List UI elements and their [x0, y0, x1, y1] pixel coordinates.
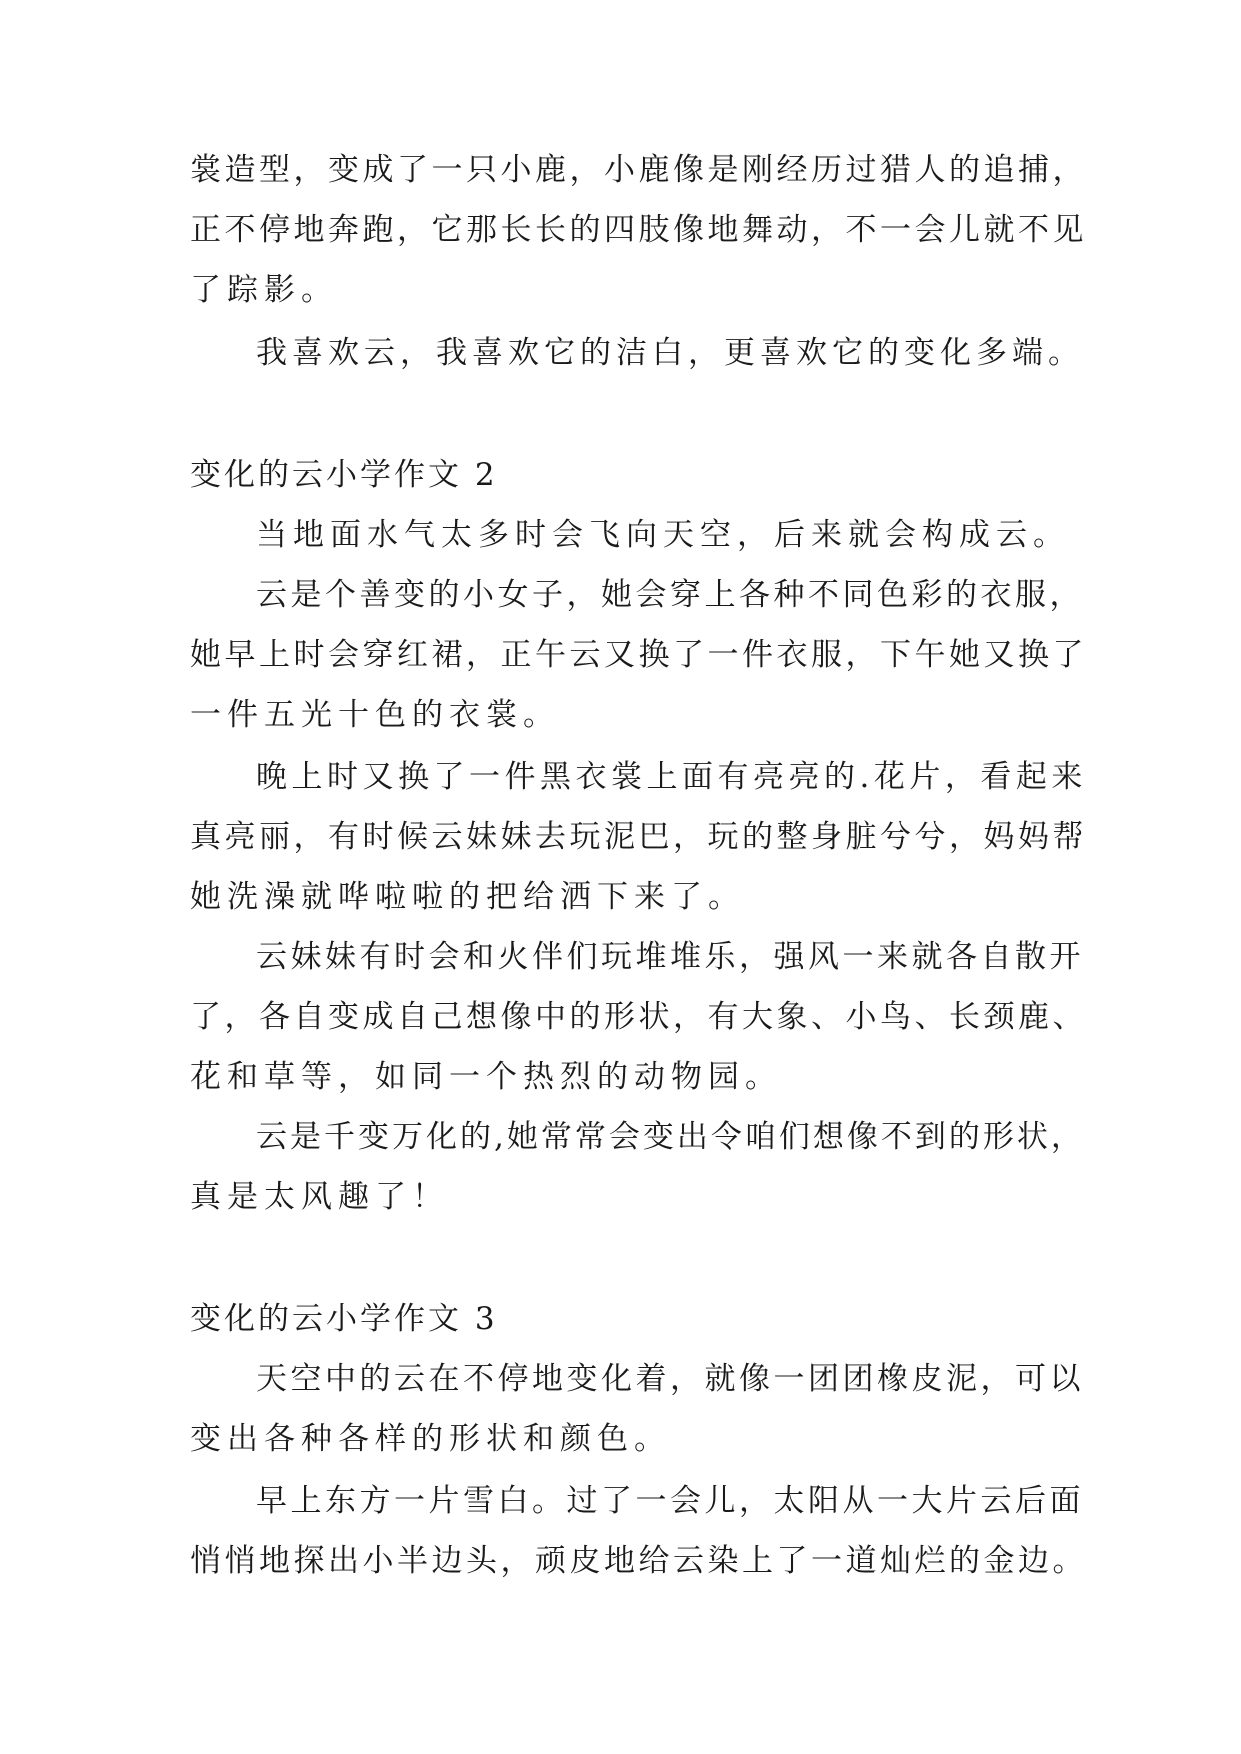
paragraph-line: 悄悄地探出小半边头，顽皮地给云染上了一道灿烂的金边。 — [190, 1543, 1087, 1579]
paragraph-line: 她洗澡就哗啦啦的把给洒下来了。 — [190, 879, 745, 915]
paragraph-line: 裳造型，变成了一只小鹿，小鹿像是刚经历过猎人的追捕， — [190, 152, 1087, 188]
paragraph-line: 她早上时会穿红裙，正午云又换了一件衣服，下午她又换了 — [190, 637, 1087, 673]
paragraph-line: 云妹妹有时会和火伴们玩堆堆乐，强风一来就各自散开 — [256, 939, 1084, 975]
paragraph-line: 云是个善变的小女子，她会穿上各种不同色彩的衣服， — [256, 577, 1084, 613]
paragraph-line: 天空中的云在不停地变化着，就像一团团橡皮泥，可以 — [256, 1361, 1084, 1397]
paragraph-line: 了，各自变成自己想像中的形状，有大象、小鸟、长颈鹿、 — [190, 999, 1087, 1035]
paragraph-line: 早上东方一片雪白。过了一会儿，太阳从一大片云后面 — [256, 1483, 1084, 1519]
paragraph-line: 花和草等，如同一个热烈的动物园。 — [190, 1059, 782, 1095]
paragraph-line: 一件五光十色的衣裳。 — [190, 697, 560, 733]
paragraph-line: 云是千变万化的,她常常会变出令咱们想像不到的形状， — [256, 1119, 1085, 1155]
paragraph-line: 变出各种各样的形状和颜色。 — [190, 1421, 671, 1457]
paragraph-line: 了踪影。 — [190, 272, 338, 308]
essay-title: 变化的云小学作文 3 — [190, 1301, 498, 1337]
paragraph-line: 正不停地奔跑，它那长长的四肢像地舞动，不一会儿就不见 — [190, 212, 1087, 248]
paragraph-line: 真亮丽，有时候云妹妹去玩泥巴，玩的整身脏兮兮，妈妈帮 — [190, 819, 1087, 855]
essay-title: 变化的云小学作文 2 — [190, 457, 498, 493]
paragraph-line: 真是太风趣了！ — [190, 1179, 449, 1215]
paragraph-line: 当地面水气太多时会飞向天空，后来就会构成云。 — [256, 517, 1070, 553]
paragraph-line: 晚上时又换了一件黑衣裳上面有亮亮的.花片，看起来 — [256, 759, 1087, 795]
paragraph-line: 我喜欢云，我喜欢它的洁白，更喜欢它的变化多端。 — [256, 335, 1084, 371]
